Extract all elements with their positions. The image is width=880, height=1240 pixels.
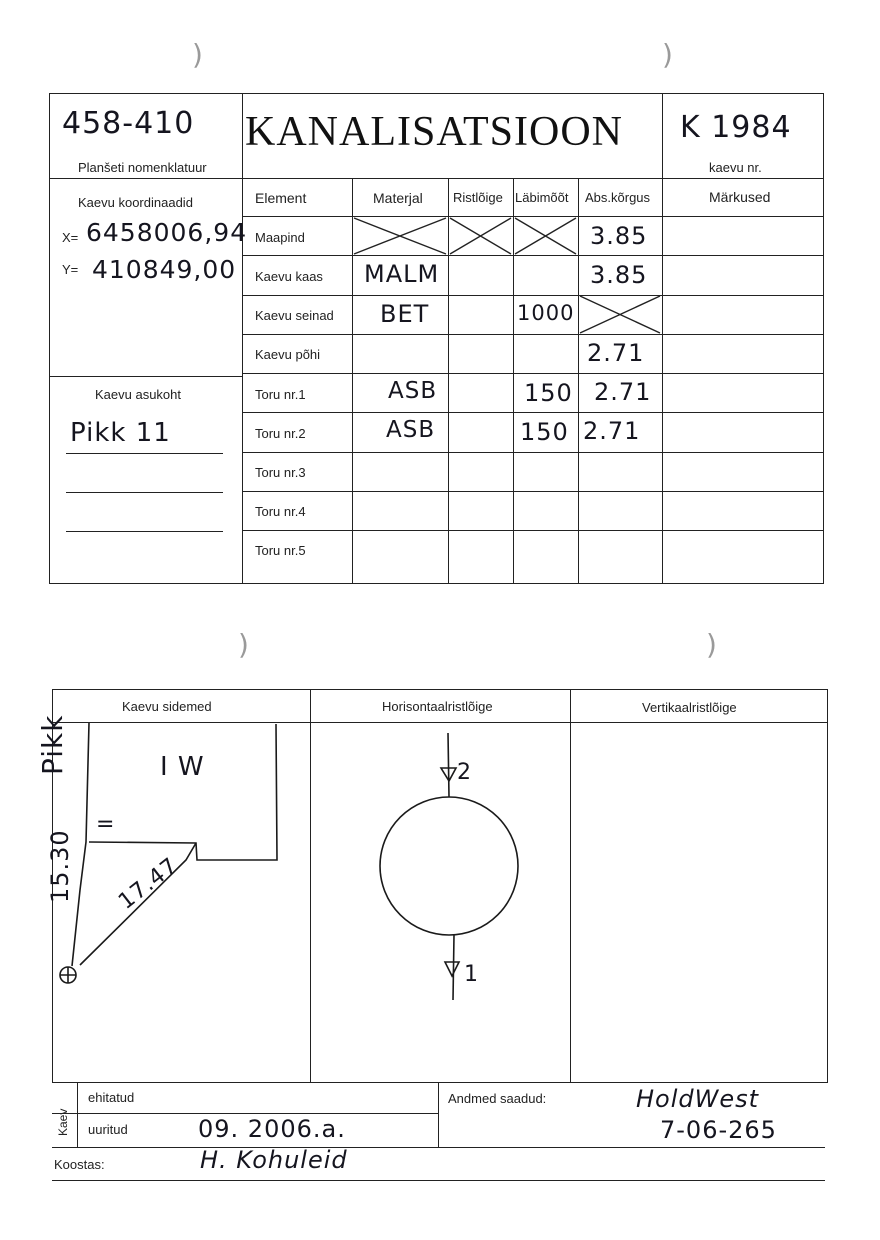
compiled-by-label: Koostas:	[54, 1157, 105, 1172]
sketch-header-connections: Kaevu sidemed	[122, 699, 212, 714]
punch-hole-mark: )	[192, 38, 203, 71]
pipe-inlet-number: 2	[457, 760, 472, 785]
data-source-value: HoldWest	[636, 1085, 760, 1113]
cell-seinad-diameter: 1000	[517, 301, 575, 325]
data-reference-value: 7-06-265	[660, 1116, 777, 1144]
building-label: I W	[160, 752, 205, 782]
punch-hole-mark: )	[238, 628, 249, 661]
cell-toru2-diameter: 150	[520, 418, 569, 446]
coordinates-label: Kaevu koordinaadid	[78, 195, 193, 210]
footer-divider	[52, 1113, 438, 1114]
nomenclature-label: Planšeti nomenklatuur	[78, 160, 207, 175]
table-header-diameter: Läbimõõt	[515, 190, 569, 205]
table-row-element: Maapind	[255, 230, 305, 245]
cell-maapind-abs: 3.85	[590, 222, 648, 250]
x-coordinate-value: 6458006,94	[86, 218, 248, 247]
location-label: Kaevu asukoht	[95, 387, 182, 402]
distance-building: 17.47	[114, 853, 183, 915]
kaev-label: Kaev	[56, 1108, 70, 1136]
cell-toru2-abs: 2.71	[583, 417, 641, 445]
table-row-element: Toru nr.4	[255, 504, 306, 519]
table-row-element: Kaevu seinad	[255, 308, 334, 323]
koostas-line	[52, 1180, 825, 1181]
compiled-by-signature: H. Kohuleid	[200, 1146, 348, 1174]
table-row-element: Kaevu kaas	[255, 269, 323, 284]
data-received-label: Andmed saadud:	[448, 1091, 547, 1106]
y-prefix: Y=	[62, 262, 79, 277]
sketch-header-vertical: Vertikaalristlõige	[642, 700, 737, 715]
cell-kaas-material: MALM	[364, 260, 440, 288]
pipe-outlet-number: 1	[464, 962, 479, 987]
table-row-element: Toru nr.5	[255, 543, 306, 558]
nomenclature-value: 458-410	[62, 106, 195, 141]
well-number-label: kaevu nr.	[709, 160, 762, 175]
x-prefix: X=	[62, 230, 79, 245]
equal-sign-mark: =	[96, 812, 116, 837]
table-header-abs-height: Abs.kõrgus	[585, 190, 651, 205]
footer-kaev-divider	[77, 1083, 78, 1147]
cell-toru2-material: ASB	[386, 417, 436, 443]
punch-hole-mark: )	[662, 38, 673, 71]
table-row-element: Kaevu põhi	[255, 347, 321, 362]
y-coordinate-value: 410849,00	[92, 255, 237, 284]
built-label: ehitatud	[88, 1090, 135, 1105]
distance-street: 15.30	[46, 829, 74, 903]
cell-seinad-material: BET	[380, 300, 430, 328]
location-value: Pikk 11	[70, 418, 171, 448]
table-row-element: Toru nr.1	[255, 387, 306, 402]
street-label: Pikk	[36, 714, 69, 775]
punch-hole-mark: )	[706, 628, 717, 661]
well-number-value: K 1984	[680, 110, 792, 145]
table-header-element: Element	[255, 190, 307, 206]
table-row-element: Toru nr.3	[255, 465, 306, 480]
cell-toru1-abs: 2.71	[594, 378, 652, 406]
table-header-cross-section: Ristlõige	[453, 190, 503, 205]
table-row-element: Toru nr.2	[255, 426, 306, 441]
surveyed-label: uuritud	[88, 1122, 128, 1137]
cell-toru1-diameter: 150	[524, 379, 573, 407]
cell-toru1-material: ASB	[388, 378, 438, 404]
footer-bottom-line	[52, 1147, 825, 1148]
table-header-material: Materjal	[373, 190, 423, 206]
sketch-header-horizontal: Horisontaalristlõige	[382, 699, 493, 714]
surveyed-date-value: 09. 2006.a.	[198, 1115, 346, 1143]
table-header-remarks: Märkused	[709, 189, 771, 205]
page-title: KANALISATSIOON	[245, 109, 623, 155]
cell-kaas-abs: 3.85	[590, 261, 648, 289]
footer-data-divider	[438, 1083, 439, 1147]
cell-pohi-abs: 2.71	[587, 339, 645, 367]
